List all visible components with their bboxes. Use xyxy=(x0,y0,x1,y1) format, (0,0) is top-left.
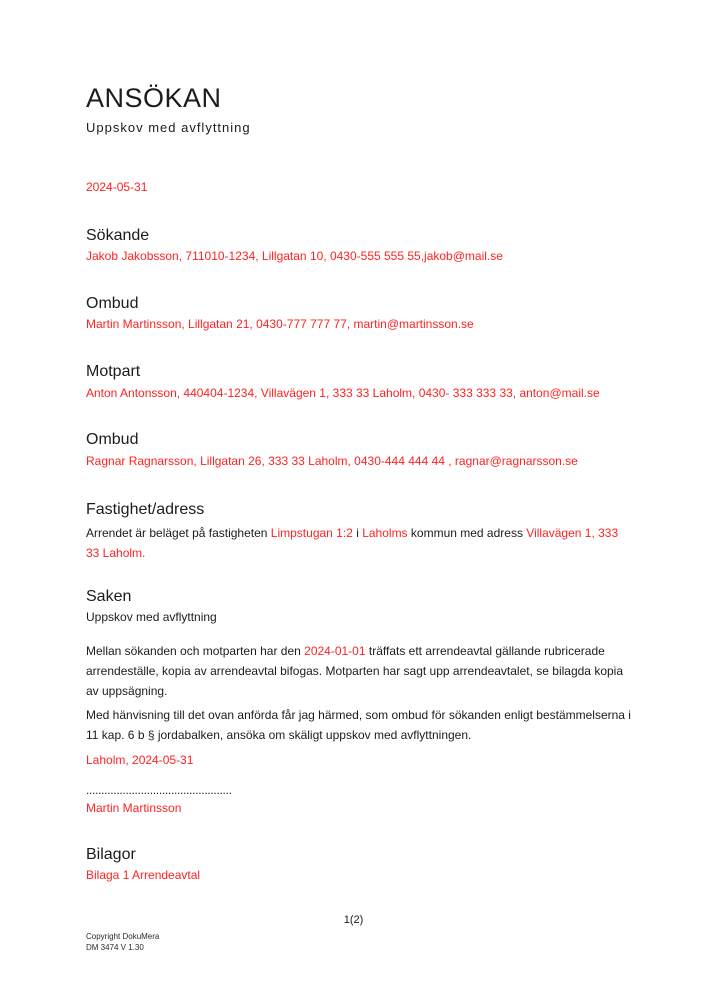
fastighet-municipality: Laholms xyxy=(362,526,408,540)
fastighet-text-before: Arrendet är beläget på fastigheten xyxy=(86,526,271,540)
page-subtitle: Uppskov med avflyttning xyxy=(86,120,251,135)
ombud-sokande-details: Martin Martinsson, Lillgatan 21, 0430-777 777 77, martin@martinsson.se xyxy=(86,317,474,331)
footer-copyright-line: Copyright DokuMera xyxy=(86,932,160,941)
document-date: 2024-05-31 xyxy=(86,180,148,194)
fastighet-address: Villavägen 1, 333 33 Laholm. xyxy=(86,526,619,560)
fastighet-property-name: Limpstugan 1:2 xyxy=(270,526,353,540)
para1-text-before: Mellan sökanden och motparten har den xyxy=(86,644,305,658)
body-paragraph-2: Med hänvisning till det ovan anförda får jag härmed, som ombud för sökanden enligt bestämmelserna i 11 kap. 6 b § jordabalken, ansöka om skäligt uppskov med avflyttningen. xyxy=(86,708,631,742)
fastighet-text-mid1: i xyxy=(352,526,363,540)
fastighet-paragraph xyxy=(86,523,631,563)
ombud-motpart-details: Ragnar Ragnarsson, Lillgatan 26, 333 33 Laholm, 0430-444 444 44 , ragnar@ragnarsson.se xyxy=(86,454,578,468)
saken-text: Uppskov med avflyttning xyxy=(86,610,217,624)
sokande-details: Jakob Jakobsson, 711010-1234, Lillgatan 10, 0430-555 555 55,jakob@mail.se xyxy=(86,249,503,263)
para1-contract-date: 2024-01-01 xyxy=(304,644,366,658)
section-heading-motpart: Motpart xyxy=(86,363,141,380)
section-heading-fastighet: Fastighet/adress xyxy=(86,501,205,518)
section-heading-ombud-sokande: Ombud xyxy=(86,295,139,312)
page-title: ANSÖKAN xyxy=(86,83,222,113)
body-paragraph-1 xyxy=(86,641,631,701)
footer-version-line: DM 3474 V 1.30 xyxy=(86,942,144,952)
signature-place-date: Laholm, 2024-05-31 xyxy=(86,753,194,767)
motpart-details: Anton Antonsson, 440404-1234, Villavägen 1, 333 33 Laholm, 0430- 333 333 33, anton@mail.se xyxy=(86,386,600,400)
footer-copyright xyxy=(86,932,159,953)
para1-text-after: träffats ett arrendeavtal gällande rubricerade arrendeställe, kopia av arrendeavtal bifogas. Motparten har sagt upp arrendeavtalet, se bilagda kopia av uppsägning. xyxy=(86,644,624,698)
signature-name: Martin Martinsson xyxy=(86,801,182,815)
footer-page-number: 1(2) xyxy=(343,914,364,926)
bilagor-item: Bilaga 1 Arrendeavtal xyxy=(86,868,201,882)
section-heading-bilagor: Bilagor xyxy=(86,846,136,863)
section-heading-saken: Saken xyxy=(86,588,132,605)
signature-line: ................................................ xyxy=(86,783,232,797)
section-heading-sokande: Sökande xyxy=(86,227,150,244)
fastighet-text-mid2: kommun med adress xyxy=(407,526,527,540)
section-heading-ombud-motpart: Ombud xyxy=(86,431,139,448)
